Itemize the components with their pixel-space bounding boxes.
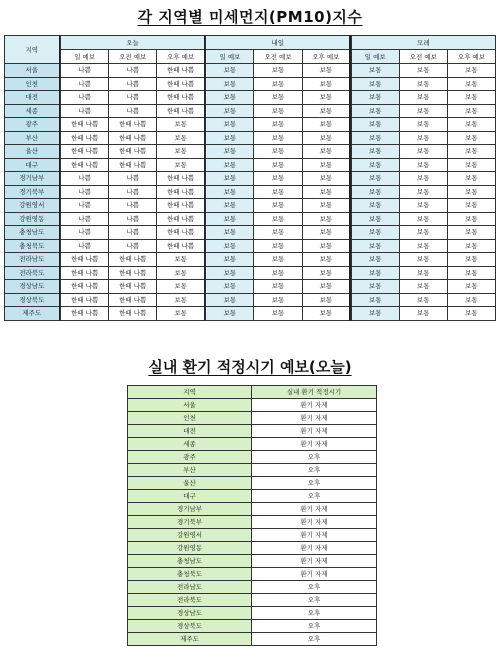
forecast-cell: 보통 [254, 226, 302, 240]
forecast-cell: 나쁨 [61, 185, 109, 199]
indoor-row [128, 438, 377, 451]
indoor-time-cell: 오후 [252, 633, 377, 646]
forecast-cell: 보통 [302, 199, 350, 213]
forecast-cell: 보통 [302, 239, 350, 253]
forecast-cell: 보통 [447, 307, 495, 321]
indoor-row [128, 607, 377, 620]
forecast-cell: 보통 [399, 212, 447, 226]
forecast-cell: 보통 [399, 158, 447, 172]
forecast-cell: 보통 [399, 226, 447, 240]
forecast-cell: 나쁨 [109, 226, 157, 240]
forecast-cell: 보통 [447, 104, 495, 118]
region-cell: 경상남도 [5, 280, 60, 294]
table-row [5, 91, 496, 105]
forecast-cell: 보통 [206, 172, 254, 186]
forecast-cell: 보통 [206, 293, 254, 307]
indoor-time-cell: 환기 자제 [252, 425, 377, 438]
forecast-cell: 보통 [399, 145, 447, 159]
forecast-cell: 나쁨 [61, 77, 109, 91]
region-cell: 인천 [5, 77, 60, 91]
forecast-cell: 보통 [447, 77, 495, 91]
forecast-cell: 나쁨 [61, 212, 109, 226]
indoor-time-cell: 오후 [252, 490, 377, 503]
forecast-cell: 보통 [302, 158, 350, 172]
indoor-region-cell: 광주 [128, 451, 252, 464]
table-row [5, 280, 496, 294]
region-cell: 경상북도 [5, 293, 60, 307]
table-row [5, 253, 496, 267]
forecast-cell: 보통 [351, 226, 399, 240]
forecast-cell: 나쁨 [61, 91, 109, 105]
forecast-cell: 보통 [447, 145, 495, 159]
forecast-cell: 보통 [399, 280, 447, 294]
forecast-cell: 보통 [206, 64, 254, 78]
indoor-time-cell: 환기 자제 [252, 568, 377, 581]
subheader-cell: 오전 예보 [109, 50, 157, 64]
indoor-header-row [128, 386, 377, 399]
forecast-cell: 나쁨 [109, 172, 157, 186]
indoor-row [128, 529, 377, 542]
forecast-cell: 한때 나쁨 [109, 307, 157, 321]
forecast-cell: 보통 [157, 118, 205, 132]
region-cell: 충청남도 [5, 226, 60, 240]
forecast-cell: 한때 나쁨 [157, 185, 205, 199]
forecast-cell: 보통 [254, 91, 302, 105]
forecast-cell: 한때 나쁨 [157, 199, 205, 213]
forecast-cell: 보통 [302, 212, 350, 226]
forecast-cell: 보통 [399, 253, 447, 267]
forecast-cell: 보통 [206, 212, 254, 226]
forecast-cell: 보통 [447, 158, 495, 172]
subheader-row [5, 50, 496, 64]
forecast-cell: 한때 나쁨 [157, 91, 205, 105]
table-row [5, 293, 496, 307]
table-row [5, 199, 496, 213]
forecast-cell: 보통 [351, 253, 399, 267]
indoor-region-cell: 충청북도 [128, 568, 252, 581]
forecast-cell: 보통 [254, 158, 302, 172]
forecast-cell: 보통 [206, 253, 254, 267]
forecast-cell: 보통 [302, 91, 350, 105]
indoor-time-cell: 오후 [252, 464, 377, 477]
region-cell: 부산 [5, 131, 60, 145]
indoor-time-cell: 환기 자제 [252, 555, 377, 568]
indoor-region-cell: 강원영서 [128, 529, 252, 542]
forecast-cell: 보통 [157, 145, 205, 159]
forecast-cell: 보통 [302, 266, 350, 280]
forecast-cell: 한때 나쁨 [109, 266, 157, 280]
forecast-cell: 보통 [351, 91, 399, 105]
indoor-region-cell: 대구 [128, 490, 252, 503]
forecast-cell: 보통 [206, 280, 254, 294]
indoor-time-cell: 환기 자제 [252, 542, 377, 555]
region-cell: 경기북부 [5, 185, 60, 199]
forecast-cell: 한때 나쁨 [157, 226, 205, 240]
forecast-cell: 보통 [447, 293, 495, 307]
forecast-cell: 한때 나쁨 [109, 253, 157, 267]
forecast-cell: 보통 [302, 307, 350, 321]
table-row [5, 212, 496, 226]
forecast-cell: 보통 [302, 293, 350, 307]
day-header: 오늘 [61, 36, 205, 50]
forecast-cell: 보통 [254, 266, 302, 280]
forecast-cell: 나쁨 [109, 185, 157, 199]
table-row [5, 185, 496, 199]
forecast-cell: 보통 [302, 253, 350, 267]
table-row [5, 158, 496, 172]
forecast-cell: 보통 [206, 145, 254, 159]
indoor-row [128, 490, 377, 503]
forecast-cell: 보통 [399, 77, 447, 91]
forecast-cell: 나쁨 [61, 239, 109, 253]
forecast-cell: 보통 [157, 131, 205, 145]
forecast-cell: 한때 나쁨 [61, 131, 109, 145]
indoor-region-cell: 부산 [128, 464, 252, 477]
indoor-region-cell: 대전 [128, 425, 252, 438]
indoor-row [128, 464, 377, 477]
forecast-cell: 보통 [399, 118, 447, 132]
forecast-cell: 보통 [399, 91, 447, 105]
forecast-cell: 보통 [399, 172, 447, 186]
forecast-cell: 보통 [399, 307, 447, 321]
forecast-cell: 한때 나쁨 [157, 64, 205, 78]
forecast-cell: 보통 [157, 280, 205, 294]
forecast-cell: 보통 [206, 199, 254, 213]
forecast-cell: 보통 [351, 172, 399, 186]
region-cell: 서울 [5, 64, 60, 78]
forecast-cell: 보통 [254, 185, 302, 199]
table-row [5, 172, 496, 186]
forecast-cell: 보통 [206, 158, 254, 172]
indoor-time-cell: 오후 [252, 594, 377, 607]
forecast-cell: 보통 [399, 199, 447, 213]
forecast-cell: 보통 [157, 253, 205, 267]
forecast-cell: 나쁨 [109, 239, 157, 253]
indoor-header-time: 실내 환기 적정시기 [252, 386, 377, 399]
forecast-cell: 보통 [302, 145, 350, 159]
table-row [5, 226, 496, 240]
forecast-cell: 보통 [254, 199, 302, 213]
forecast-cell: 보통 [206, 91, 254, 105]
indoor-time-cell: 환기 자제 [252, 399, 377, 412]
forecast-cell: 보통 [206, 104, 254, 118]
region-cell: 제주도 [5, 307, 60, 321]
pm10-table [4, 35, 496, 321]
region-cell: 전라남도 [5, 253, 60, 267]
forecast-cell: 보통 [351, 145, 399, 159]
forecast-cell: 보통 [399, 131, 447, 145]
forecast-cell: 보통 [254, 131, 302, 145]
indoor-row [128, 477, 377, 490]
region-cell: 울산 [5, 145, 60, 159]
indoor-time-cell: 환기 자제 [252, 412, 377, 425]
forecast-cell: 보통 [447, 185, 495, 199]
table-row [5, 118, 496, 132]
forecast-cell: 보통 [399, 266, 447, 280]
forecast-cell: 한때 나쁨 [109, 280, 157, 294]
forecast-cell: 보통 [351, 77, 399, 91]
indoor-region-cell: 경상남도 [128, 607, 252, 620]
forecast-cell: 보통 [447, 280, 495, 294]
indoor-region-cell: 인천 [128, 412, 252, 425]
indoor-row [128, 555, 377, 568]
forecast-cell: 한때 나쁨 [157, 77, 205, 91]
subheader-cell: 오후 예보 [302, 50, 350, 64]
indoor-row [128, 451, 377, 464]
forecast-cell: 보통 [206, 118, 254, 132]
forecast-cell: 보통 [254, 104, 302, 118]
day-header: 내일 [206, 36, 350, 50]
forecast-cell: 보통 [351, 293, 399, 307]
forecast-cell: 보통 [351, 266, 399, 280]
forecast-cell: 보통 [351, 239, 399, 253]
region-cell: 대전 [5, 91, 60, 105]
forecast-cell: 한때 나쁨 [109, 293, 157, 307]
forecast-cell: 보통 [351, 212, 399, 226]
forecast-cell: 나쁨 [109, 77, 157, 91]
forecast-cell: 한때 나쁨 [61, 158, 109, 172]
forecast-cell: 한때 나쁨 [157, 239, 205, 253]
table-row [5, 145, 496, 159]
table-row [5, 64, 496, 78]
subheader-cell: 일 예보 [206, 50, 254, 64]
indoor-row [128, 620, 377, 633]
forecast-cell: 보통 [447, 199, 495, 213]
forecast-cell: 보통 [399, 185, 447, 199]
forecast-cell: 나쁨 [61, 64, 109, 78]
forecast-cell: 보통 [302, 118, 350, 132]
forecast-cell: 보통 [157, 266, 205, 280]
forecast-cell: 보통 [302, 131, 350, 145]
indoor-region-cell: 울산 [128, 477, 252, 490]
forecast-cell: 한때 나쁨 [61, 293, 109, 307]
indoor-region-cell: 전라남도 [128, 581, 252, 594]
table-row [5, 239, 496, 253]
region-cell: 광주 [5, 118, 60, 132]
forecast-cell: 보통 [447, 91, 495, 105]
indoor-region-cell: 충청남도 [128, 555, 252, 568]
table-row [5, 266, 496, 280]
forecast-cell: 보통 [206, 239, 254, 253]
forecast-cell: 한때 나쁨 [61, 280, 109, 294]
forecast-cell: 보통 [254, 118, 302, 132]
indoor-row [128, 568, 377, 581]
indoor-row [128, 412, 377, 425]
forecast-cell: 보통 [206, 77, 254, 91]
forecast-cell: 보통 [206, 131, 254, 145]
forecast-cell: 보통 [254, 293, 302, 307]
table-row [5, 307, 496, 321]
forecast-cell: 보통 [447, 226, 495, 240]
forecast-cell: 한때 나쁨 [109, 131, 157, 145]
indoor-region-cell: 서울 [128, 399, 252, 412]
indoor-region-cell: 경상북도 [128, 620, 252, 633]
forecast-cell: 보통 [351, 118, 399, 132]
region-cell: 세종 [5, 104, 60, 118]
indoor-time-cell: 오후 [252, 620, 377, 633]
forecast-cell: 보통 [254, 280, 302, 294]
forecast-cell: 보통 [254, 212, 302, 226]
forecast-cell: 보통 [351, 280, 399, 294]
page-title-indoor: 실내 환기 적정시기 예보(오늘) [148, 358, 352, 376]
forecast-cell: 보통 [447, 131, 495, 145]
forecast-cell: 보통 [351, 199, 399, 213]
indoor-row [128, 425, 377, 438]
indoor-ventilation-table [127, 385, 377, 646]
region-cell: 강원영동 [5, 212, 60, 226]
forecast-cell: 보통 [157, 293, 205, 307]
forecast-cell: 보통 [447, 239, 495, 253]
table-row [5, 77, 496, 91]
indoor-region-cell: 세종 [128, 438, 252, 451]
forecast-cell: 보통 [399, 64, 447, 78]
forecast-cell: 보통 [302, 172, 350, 186]
table-row [5, 104, 496, 118]
forecast-cell: 보통 [302, 185, 350, 199]
page-title-pm10: 각 지역별 미세먼지(PM10)지수 [137, 8, 363, 26]
forecast-cell: 한때 나쁨 [61, 145, 109, 159]
forecast-cell: 한때 나쁨 [157, 104, 205, 118]
subheader-cell: 오후 예보 [157, 50, 205, 64]
subheader-cell: 오전 예보 [399, 50, 447, 64]
indoor-time-cell: 환기 자제 [252, 438, 377, 451]
forecast-cell: 한때 나쁨 [109, 145, 157, 159]
forecast-cell: 한때 나쁨 [61, 118, 109, 132]
indoor-row [128, 399, 377, 412]
indoor-row [128, 503, 377, 516]
forecast-cell: 보통 [302, 77, 350, 91]
forecast-cell: 보통 [206, 226, 254, 240]
forecast-cell: 나쁨 [61, 226, 109, 240]
region-cell: 강원영서 [5, 199, 60, 213]
indoor-region-cell: 전라북도 [128, 594, 252, 607]
region-header: 지역 [5, 36, 60, 64]
forecast-cell: 나쁨 [61, 104, 109, 118]
forecast-cell: 보통 [351, 131, 399, 145]
indoor-row [128, 516, 377, 529]
indoor-time-cell: 환기 자제 [252, 503, 377, 516]
day-header: 모레 [351, 36, 495, 50]
forecast-cell: 한때 나쁨 [157, 172, 205, 186]
forecast-cell: 보통 [254, 253, 302, 267]
region-cell: 충청북도 [5, 239, 60, 253]
forecast-cell: 보통 [254, 172, 302, 186]
forecast-cell: 보통 [254, 307, 302, 321]
forecast-cell: 보통 [157, 158, 205, 172]
forecast-cell: 보통 [351, 185, 399, 199]
forecast-cell: 보통 [351, 64, 399, 78]
forecast-cell: 나쁨 [109, 91, 157, 105]
subheader-cell: 오전 예보 [254, 50, 302, 64]
forecast-cell: 보통 [206, 266, 254, 280]
indoor-time-cell: 환기 자제 [252, 529, 377, 542]
forecast-cell: 보통 [399, 239, 447, 253]
indoor-row [128, 633, 377, 646]
forecast-cell: 보통 [206, 185, 254, 199]
indoor-time-cell: 오후 [252, 451, 377, 464]
forecast-cell: 보통 [351, 104, 399, 118]
forecast-cell: 보통 [157, 307, 205, 321]
forecast-cell: 한때 나쁨 [109, 158, 157, 172]
forecast-cell: 보통 [447, 172, 495, 186]
subheader-cell: 일 예보 [351, 50, 399, 64]
forecast-cell: 보통 [302, 104, 350, 118]
forecast-cell: 나쁨 [109, 212, 157, 226]
indoor-region-cell: 경기북부 [128, 516, 252, 529]
forecast-cell: 보통 [302, 280, 350, 294]
forecast-cell: 보통 [254, 145, 302, 159]
region-cell: 경기남부 [5, 172, 60, 186]
forecast-cell: 한때 나쁨 [109, 118, 157, 132]
forecast-cell: 한때 나쁨 [157, 212, 205, 226]
forecast-cell: 보통 [447, 118, 495, 132]
forecast-cell: 보통 [447, 253, 495, 267]
forecast-cell: 보통 [399, 104, 447, 118]
forecast-cell: 한때 나쁨 [61, 266, 109, 280]
indoor-row [128, 542, 377, 555]
indoor-time-cell: 오후 [252, 477, 377, 490]
forecast-cell: 나쁨 [61, 172, 109, 186]
forecast-cell: 보통 [399, 293, 447, 307]
day-header-row [5, 36, 496, 50]
forecast-cell: 보통 [254, 77, 302, 91]
indoor-row [128, 594, 377, 607]
forecast-cell: 보통 [254, 239, 302, 253]
subheader-cell: 오후 예보 [447, 50, 495, 64]
forecast-cell: 보통 [351, 307, 399, 321]
forecast-cell: 보통 [447, 64, 495, 78]
forecast-cell: 보통 [447, 266, 495, 280]
forecast-cell: 보통 [302, 64, 350, 78]
indoor-region-cell: 경기남부 [128, 503, 252, 516]
forecast-cell: 보통 [206, 307, 254, 321]
indoor-row [128, 581, 377, 594]
region-cell: 전라북도 [5, 266, 60, 280]
forecast-cell: 한때 나쁨 [61, 307, 109, 321]
indoor-region-cell: 제주도 [128, 633, 252, 646]
subheader-cell: 일 예보 [61, 50, 109, 64]
forecast-cell: 나쁨 [109, 64, 157, 78]
forecast-cell: 나쁨 [109, 104, 157, 118]
forecast-cell: 보통 [447, 212, 495, 226]
indoor-region-cell: 강원영동 [128, 542, 252, 555]
forecast-cell: 보통 [302, 226, 350, 240]
indoor-time-cell: 오후 [252, 607, 377, 620]
forecast-cell: 보통 [351, 158, 399, 172]
indoor-time-cell: 환기 자제 [252, 516, 377, 529]
table-row [5, 131, 496, 145]
forecast-cell: 나쁨 [61, 199, 109, 213]
indoor-time-cell: 오후 [252, 581, 377, 594]
forecast-cell: 한때 나쁨 [61, 253, 109, 267]
forecast-cell: 보통 [254, 64, 302, 78]
region-cell: 대구 [5, 158, 60, 172]
indoor-header-region: 지역 [128, 386, 252, 399]
forecast-cell: 나쁨 [109, 199, 157, 213]
